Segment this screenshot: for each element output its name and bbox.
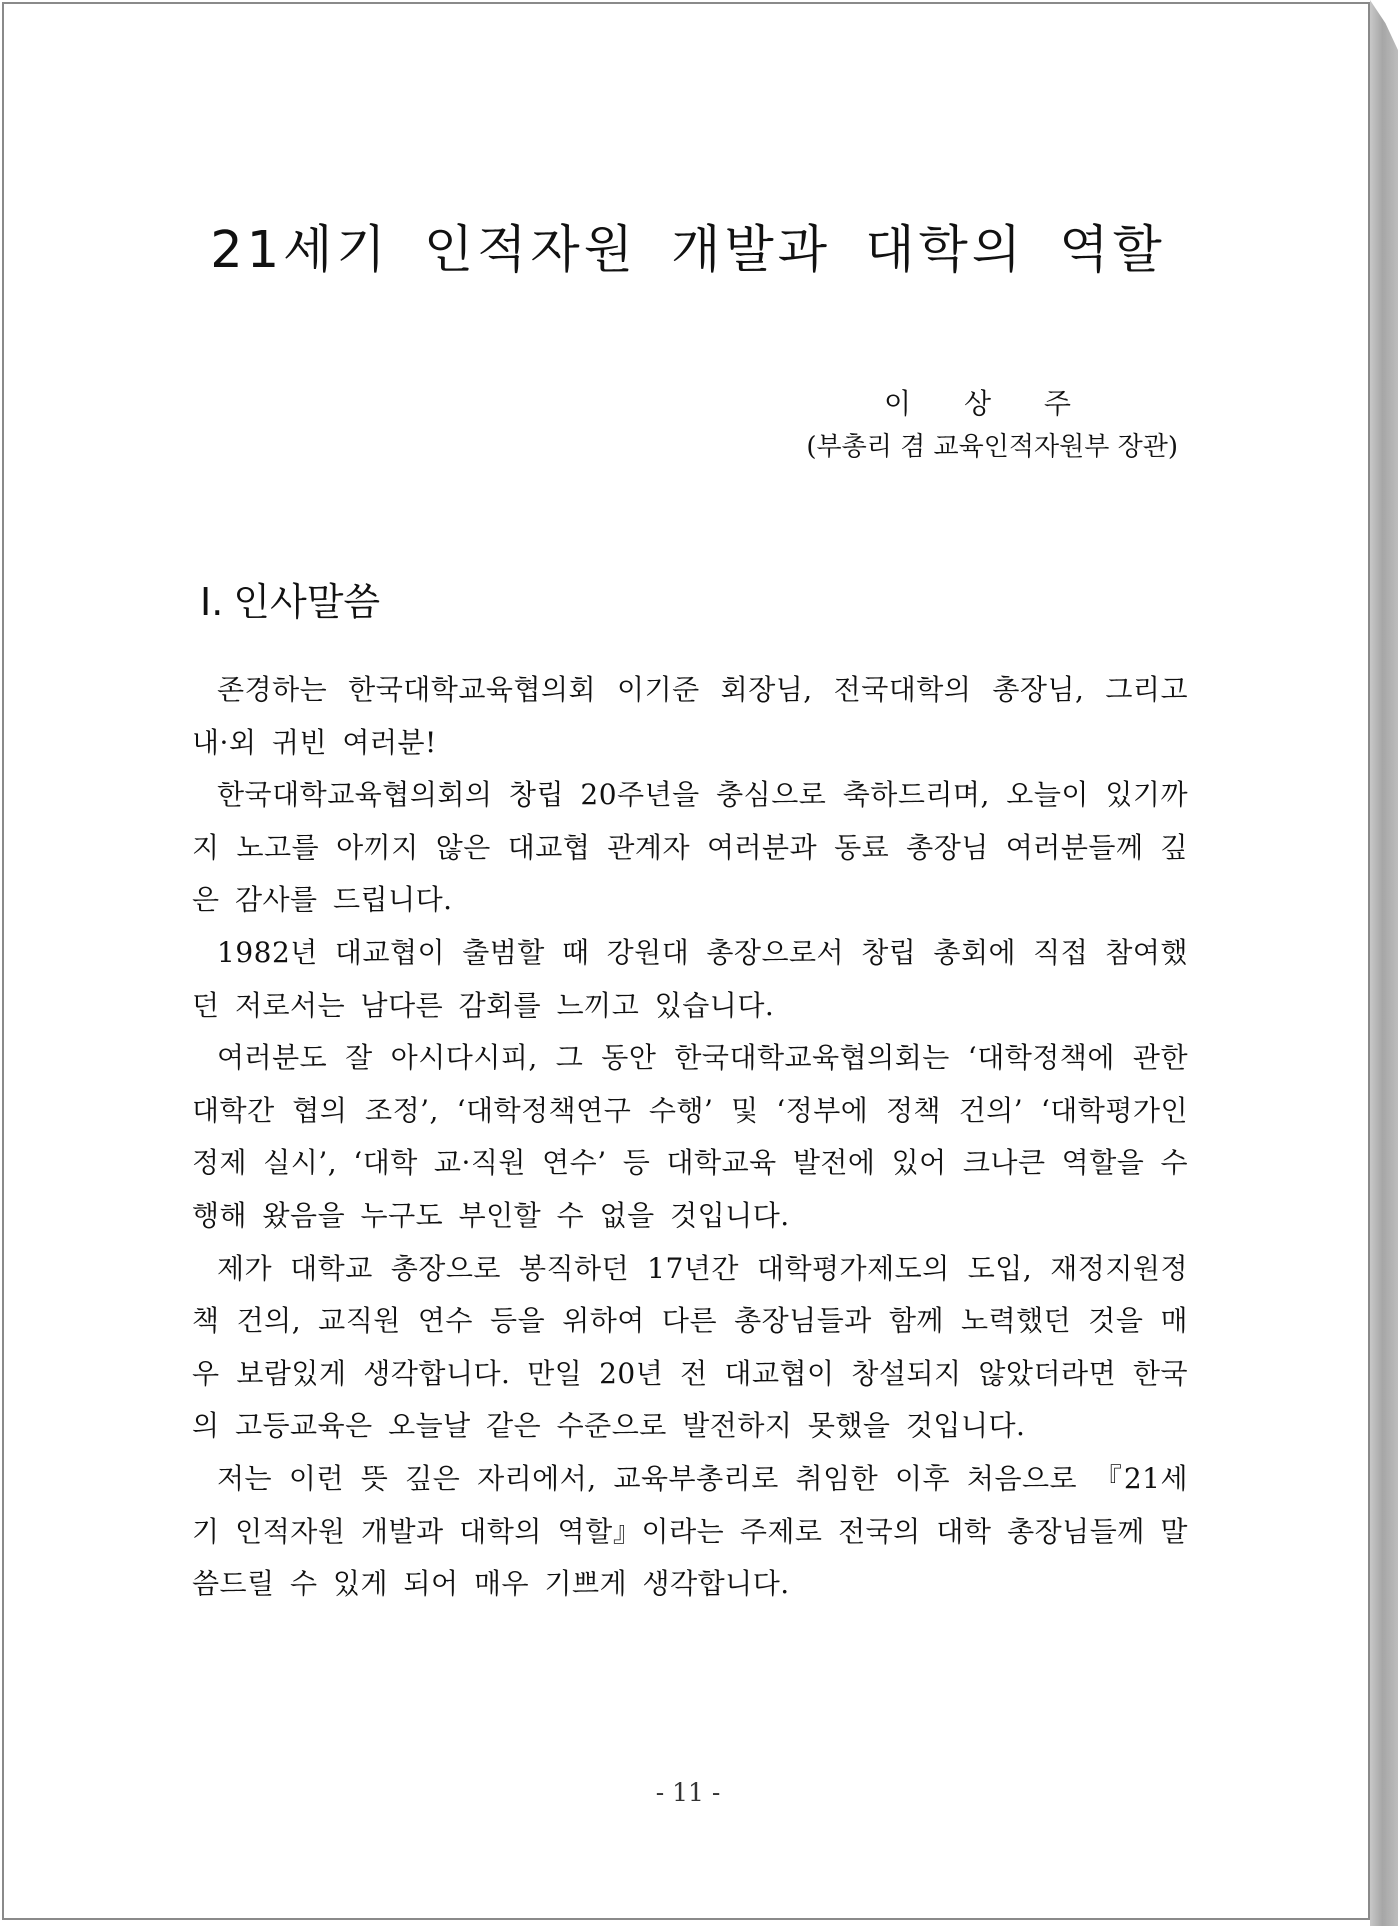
- paragraph: 제가 대학교 총장으로 봉직하던 17년간 대학평가제도의 도입, 재정지원정책 건의, 교직원 연수 등을 위하여 다른 총장님들과 함께 노력했던 것을 매우 보람있게 생각합니다. 만일 20년 전 대교협이 창설되지 않았더라면 한국의 고등교육은 오늘날 같은 수준으로 발전하지 못했을 것입니다.: [192, 1251, 1188, 1443]
- paragraph: 저는 이런 뜻 깊은 자리에서, 교육부총리로 취임한 이후 처음으로 『21세기 인적자원 개발과 대학의 역할』이라는 주제로 전국의 대학 총장님들께 말씀드릴 수 있게 되어 매우 기쁘게 생각합니다.: [192, 1461, 1188, 1601]
- page: [2, 2, 1370, 1920]
- page-edge-shadow: [1370, 0, 1398, 1926]
- body-text: [192, 664, 1188, 1611]
- section-number: Ⅰ.: [200, 580, 224, 624]
- author-affiliation: (부총리 겸 교육인적자원부 장관): [806, 432, 1178, 462]
- paragraph: 1982년 대교협이 출범할 때 강원대 총장으로서 창립 총회에 직접 참여했던 저로서는 남다른 감회를 느끼고 있습니다.: [192, 935, 1188, 1022]
- paragraph: 한국대학교육협의회의 창립 20주년을 충심으로 축하드리며, 오늘이 있기까지 노고를 아끼지 않은 대교협 관계자 여러분과 동료 총장님 여러분들께 깊은 감사를 드립니다.: [192, 778, 1188, 917]
- section-title: 인사말씀: [233, 580, 381, 624]
- author-name: 이 상 주: [884, 387, 1093, 420]
- page-number: - 11 -: [655, 1778, 721, 1807]
- paragraph: 존경하는 한국대학교육협의회 이기준 회장님, 전국대학의 총장님, 그리고 내·외 귀빈 여러분!: [192, 673, 1188, 759]
- section-heading: [200, 576, 380, 628]
- paragraph: 여러분도 잘 아시다시피, 그 동안 한국대학교육협의회는 ‘대학정책에 관한 대학간 협의 조정’, ‘대학정책연구 수행’ 및 ‘정부에 정책 건의’ ‘대학평가인정제 실시’, ‘대학 교·직원 연수’ 등 대학교육 발전에 있어 크나큰 역할을 수행해 왔음을 누구도 부인할 수 없을 것입니다.: [192, 1041, 1188, 1232]
- document-title: 21세기 인적자원 개발과 대학의 역할: [210, 221, 1166, 280]
